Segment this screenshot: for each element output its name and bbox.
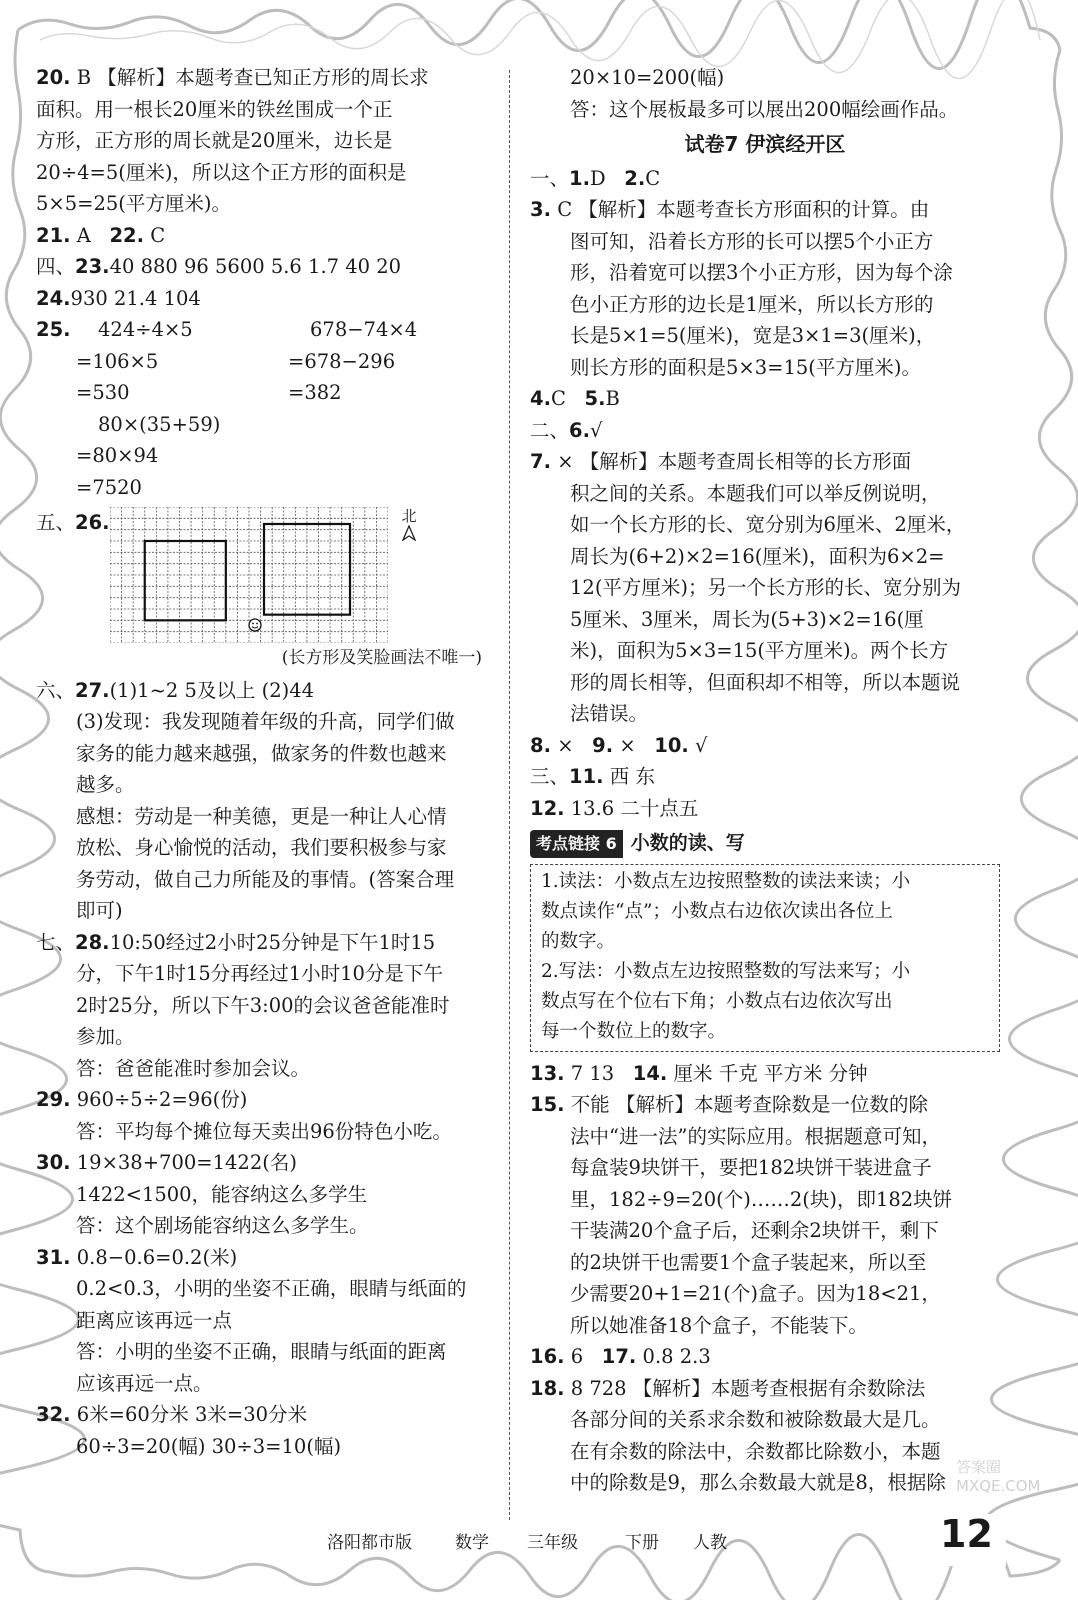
r15-line: 所以她准备18个盒子，不能装下。 (570, 1313, 868, 1337)
q30-line: 19×38+700=1422(名) (76, 1151, 297, 1174)
r1-answer: D (590, 166, 606, 190)
answer-18 (530, 1373, 1000, 1499)
r9-answer: × (619, 733, 636, 757)
q28-line: 10:50经过2小时25分钟是下午1时15 (109, 930, 436, 954)
answer-7 (530, 446, 1000, 730)
q31-line: 应该再远一点。 (76, 1371, 213, 1395)
left-column (36, 62, 488, 1462)
r7-line: 形的周长相等，但面积却不相等，所以本题说 (570, 670, 961, 694)
q31-line: 0.2<0.3，小明的坐姿不正确，眼睛与纸面的 (76, 1277, 467, 1300)
q20-answer: B (76, 66, 92, 89)
r14-number: 14. (632, 1061, 668, 1085)
q25-calc-c (98, 409, 220, 441)
section-marker: 三、 (530, 765, 570, 788)
answers-4-5 (530, 383, 1000, 415)
r13-answer: 7 13 (570, 1061, 615, 1085)
calc-line: =382 (288, 381, 342, 404)
r4-answer: C (550, 387, 566, 410)
rectangle-b (264, 524, 350, 615)
r3-number: 3. (530, 198, 551, 221)
q27-line: (1)1~2 5及以上 (2)44 (109, 678, 315, 702)
section-title: 试卷7 伊滨经开区 (684, 132, 846, 156)
q32-line: 60÷3=20(幅) 30÷3=10(幅) (76, 1434, 342, 1458)
knowledge-line: 2.写法：小数点左边按照整数的写法来写；小 (541, 960, 911, 982)
calc-line: 678−74×4 (310, 318, 418, 341)
r18-number: 18. (530, 1376, 565, 1400)
r3-line: C 【解析】本题考查长方形面积的计算。由 (557, 198, 930, 221)
q25-number: 25. (36, 318, 71, 341)
r5-number: 5. (584, 387, 606, 410)
q27-line: 即可) (76, 899, 123, 922)
q30-line: 1422<1500，能容纳这么多学生 (76, 1182, 368, 1206)
r7-line: 积之间的关系。本题我们可以举反例说明， (570, 481, 941, 505)
r6-answer: √ (590, 418, 603, 442)
q25-calc-a (98, 314, 193, 346)
knowledge-line: 1.读法：小数点左边按照整数的读法来读；小 (541, 870, 911, 892)
footer-publisher: 人教 (693, 1533, 727, 1553)
footer-subject: 数学 (455, 1533, 489, 1553)
question-29 (36, 1084, 488, 1147)
r14-answer: 厘米 千克 平方米 分钟 (673, 1061, 868, 1085)
question-27 (36, 675, 488, 927)
q27-line: (3)发现：我发现随着年级的升高，同学们做 (76, 710, 455, 733)
section-marker: 二、 (530, 418, 570, 442)
r16-number: 16. (530, 1345, 565, 1368)
q28-line: 参加。 (76, 1025, 135, 1048)
r15-line: 法中“进一法”的实际应用。根据题意可知， (570, 1124, 941, 1148)
r7-line: 5厘米、3厘米，周长为(5+3)×2=16(厘 (570, 607, 924, 631)
r7-line: 如一个长方形的长、宽分别为6厘米、2厘米， (570, 513, 966, 536)
question-28 (36, 927, 488, 1085)
r15-line: 里，182÷9=20(个)……2(块)，即182块饼 (570, 1187, 953, 1211)
question-26 (36, 507, 488, 643)
q20-number: 20. (36, 66, 71, 89)
r15-number: 15. (530, 1093, 565, 1116)
r15-line: 每盒装9块饼干，要把182块饼干装进盒子 (570, 1156, 932, 1179)
q27-line: 家务的能力越来越强，做家务的件数也越来 (76, 741, 447, 765)
answers-8-10 (530, 730, 1000, 762)
r10-answer: √ (695, 733, 708, 757)
answers-16-17 (530, 1341, 1000, 1373)
footer-edition: 洛阳都市版 (327, 1533, 412, 1553)
r18-line: 在有余数的除法中，余数都比除数小，本题 (570, 1439, 941, 1463)
r7-line: 米)，面积为5×3=15(平方厘米)。两个长方 (570, 639, 949, 662)
q27-line: 越多。 (76, 773, 135, 796)
r15-line: 干装满20个盒子后，还剩余2块饼干，剩下 (570, 1219, 939, 1242)
rectangle-a (144, 541, 225, 620)
q25-calc-b (310, 314, 417, 346)
q25-calc-a-steps (76, 346, 158, 409)
r7-number: 7. (530, 450, 551, 473)
square-grid (110, 507, 388, 643)
r3-line: 长是5×1=5(厘米)，宽是3×1=3(厘米)， (570, 324, 936, 347)
calc-line: =106×5 (76, 349, 159, 373)
r7-line: 法错误。 (570, 702, 649, 725)
r15-line: 的2块饼干也需要1个盒子装起来，所以至 (570, 1250, 927, 1274)
answer-12 (530, 793, 1000, 825)
q31-line: 距离应该再远一点 (76, 1308, 233, 1332)
r16-answer: 6 (570, 1345, 584, 1368)
r18-line: 8 728 【解析】本题考查根据有余数除法 (570, 1376, 926, 1400)
q23-answer: 40 880 96 5600 5.6 1.7 40 20 (109, 255, 402, 278)
r17-answer: 0.8 2.3 (642, 1345, 711, 1368)
answer-15 (530, 1089, 1000, 1341)
q22-answer: C (150, 223, 166, 247)
r9-number: 9. (592, 733, 614, 757)
r10-number: 10. (654, 733, 689, 757)
q29-number: 29. (36, 1088, 71, 1111)
section-marker: 一、 (530, 166, 570, 190)
calc-line: =7520 (76, 475, 142, 499)
footer-volume: 下册 (625, 1533, 659, 1553)
q20-line: 【解析】本题考查已知正方形的周长求 (97, 66, 429, 89)
r6-number: 6. (569, 418, 590, 442)
q31-line: 答：小明的坐姿不正确，眼睛与纸面的距离 (76, 1340, 447, 1363)
r7-line: 12(平方厘米)；另一个长方形的长、宽分别为 (570, 576, 962, 599)
q24-number: 24. (36, 286, 71, 310)
q26-number: 26. (75, 511, 110, 534)
calc-line: 80×(35+59) (98, 412, 221, 436)
q31-number: 31. (36, 1245, 71, 1269)
knowledge-line: 数点读作“点”；小数点右边依次读出各位上 (541, 900, 893, 922)
r18-line: 各部分间的关系求余数和被除数最大是几。 (570, 1408, 941, 1431)
q26-grid-figure (110, 507, 388, 643)
knowledge-link-badge: 考点链接 6 (530, 830, 623, 858)
r11-number: 11. (569, 765, 604, 788)
footer-grade: 三年级 (527, 1533, 578, 1553)
r3-line: 则长方形的面积是5×3=15(平方厘米)。 (570, 355, 922, 379)
q27-line: 务劳动，做自己力所能及的事情。(答案合理 (76, 867, 455, 891)
knowledge-link-box (530, 864, 1000, 1052)
q27-number: 27. (75, 678, 110, 702)
q23-number: 23. (75, 255, 110, 278)
r3-line: 图可知，沿着长方形的长可以摆5个小正方 (570, 229, 934, 253)
smiley-face-icon (249, 619, 261, 631)
r7-line: 周长为(6+2)×2=16(厘米)，面积为6×2= (570, 544, 945, 568)
knowledge-line: 每一个数位上的数字。 (541, 1020, 727, 1042)
q28-line: 分，下午1时15分再经过1小时10分是下午 (76, 962, 443, 985)
q20-line: 面积。用一根长20厘米的铁丝围成一个正 (36, 97, 393, 121)
knowledge-link-header (530, 828, 1000, 860)
q25-calc-b-steps (288, 346, 395, 409)
calc-line: 424÷4×5 (98, 318, 193, 341)
q28-line: 答：爸爸能准时参加会议。 (76, 1056, 311, 1080)
q29-line: 960÷5÷2=96(份) (76, 1088, 248, 1111)
north-arrow-icon (402, 525, 416, 541)
q30-number: 30. (36, 1151, 71, 1174)
answer-6 (530, 415, 1000, 447)
r13-number: 13. (530, 1061, 565, 1085)
question-31 (36, 1242, 488, 1400)
q28-line: 2时25分，所以下午3:00的会议爸爸能准时 (76, 993, 450, 1017)
q24-answer: 930 21.4 104 (70, 286, 201, 310)
question-32 (36, 1399, 488, 1462)
north-indicator (402, 507, 417, 545)
r17-number: 17. (601, 1345, 637, 1368)
question-24 (36, 283, 488, 315)
r1-number: 1. (569, 166, 590, 190)
question-23 (36, 251, 488, 283)
knowledge-line: 的数字。 (541, 930, 616, 952)
question-30 (36, 1147, 488, 1242)
continued-line: 20×10=200(幅) (570, 66, 725, 89)
q22-number: 22. (109, 223, 144, 247)
q32-number: 32. (36, 1403, 71, 1426)
r15-line: 不能 【解析】本题考查除数是一位数的除 (570, 1093, 928, 1116)
column-divider (509, 70, 510, 1520)
right-column (530, 62, 1000, 1499)
calc-line: =530 (76, 381, 130, 404)
q31-line: 0.8−0.6=0.2(米) (76, 1245, 238, 1269)
r18-line: 中的除数是9，那么余数最大就是8，根据除 (570, 1471, 946, 1494)
q20-line: 方形，正方形的周长就是20厘米，边长是 (36, 129, 393, 152)
answers-1-2 (530, 163, 1000, 195)
section-marker: 四、 (36, 255, 76, 278)
q27-line: 放松、身心愉悦的活动，我们要积极参与家 (76, 836, 447, 859)
continued-line: 答：这个展板最多可以展出200幅绘画作品。 (570, 97, 959, 121)
question-20 (36, 62, 488, 220)
r3-line: 形，沿着宽可以摆3个小正方形，因为每个涂 (570, 261, 953, 284)
answers-13-14 (530, 1058, 1000, 1090)
watermark: 答案圈 MXQE.COM (956, 1458, 1041, 1495)
q27-line: 感想：劳动是一种美德，更是一种让人心情 (76, 804, 447, 828)
calc-line: =80×94 (76, 444, 159, 467)
r3-line: 色小正方形的边长是1厘米，所以长方形的 (570, 292, 934, 316)
q28-number: 28. (75, 930, 110, 954)
r11-answer: 西 东 (609, 765, 655, 788)
q20-line: 20÷4=5(厘米)，所以这个正方形的面积是 (36, 160, 407, 184)
page-number: 12 (940, 1512, 993, 1556)
q21-number: 21. (36, 223, 71, 247)
knowledge-link-title: 小数的读、写 (630, 832, 745, 854)
q20-line: 5×5=25(平方厘米)。 (36, 192, 232, 215)
section-marker: 七、 (36, 930, 76, 954)
r4-number: 4. (530, 387, 551, 410)
r2-answer: C (645, 166, 661, 190)
q32-line: 6米=60分米 3米=30分米 (76, 1403, 308, 1426)
north-label: 北 (401, 507, 417, 525)
section-marker: 五、 (36, 511, 76, 534)
q25-calc-c-steps (76, 440, 158, 503)
question-25 (36, 314, 488, 503)
r15-line: 少需要20+1=21(个)盒子。因为18<21， (570, 1282, 941, 1305)
q21-answer: A (76, 223, 91, 247)
r12-number: 12. (530, 796, 565, 820)
answer-11 (530, 761, 1000, 793)
r2-number: 2. (624, 166, 646, 190)
r8-answer: × (557, 733, 574, 757)
question-21-22 (36, 220, 488, 252)
r12-answer: 13.6 二十点五 (570, 796, 699, 820)
r5-answer: B (605, 387, 620, 410)
calc-line: =678−296 (288, 349, 396, 373)
section-marker: 六、 (36, 678, 76, 702)
r8-number: 8. (530, 733, 551, 757)
q30-line: 答：这个剧场能容纳这么多学生。 (76, 1214, 369, 1237)
knowledge-line: 数点写在个位右下角；小数点右边依次写出 (541, 990, 893, 1012)
q29-line: 答：平均每个摊位每天卖出96份特色小吃。 (76, 1119, 452, 1143)
r7-line: × 【解析】本题考查周长相等的长方形面 (557, 450, 912, 473)
answer-3 (530, 194, 1000, 383)
q26-caption: (长方形及笑脸画法不唯一) (281, 648, 482, 668)
